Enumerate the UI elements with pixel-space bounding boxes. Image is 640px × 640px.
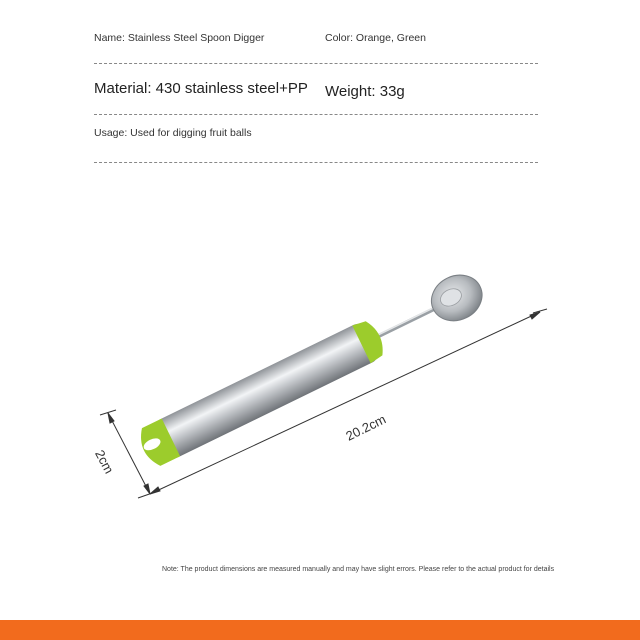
- disclaimer-note: Note: The product dimensions are measured manually and may have slight errors. Please refer to the actual product for details: [162, 566, 555, 573]
- width-label: 2cm: [92, 447, 117, 477]
- name-spec: Name: Stainless Steel Spoon Digger: [94, 32, 265, 44]
- material-spec: Material: 430 stainless steel+PP: [94, 80, 308, 97]
- spoon-digger-tool: [134, 267, 489, 470]
- length-label: 20.2cm: [343, 411, 389, 444]
- weight-spec: Weight: 33g: [325, 83, 405, 100]
- usage-spec: Usage: Used for digging fruit balls: [94, 127, 252, 139]
- color-spec: Color: Orange, Green: [325, 32, 426, 44]
- bottom-banner: [0, 620, 640, 640]
